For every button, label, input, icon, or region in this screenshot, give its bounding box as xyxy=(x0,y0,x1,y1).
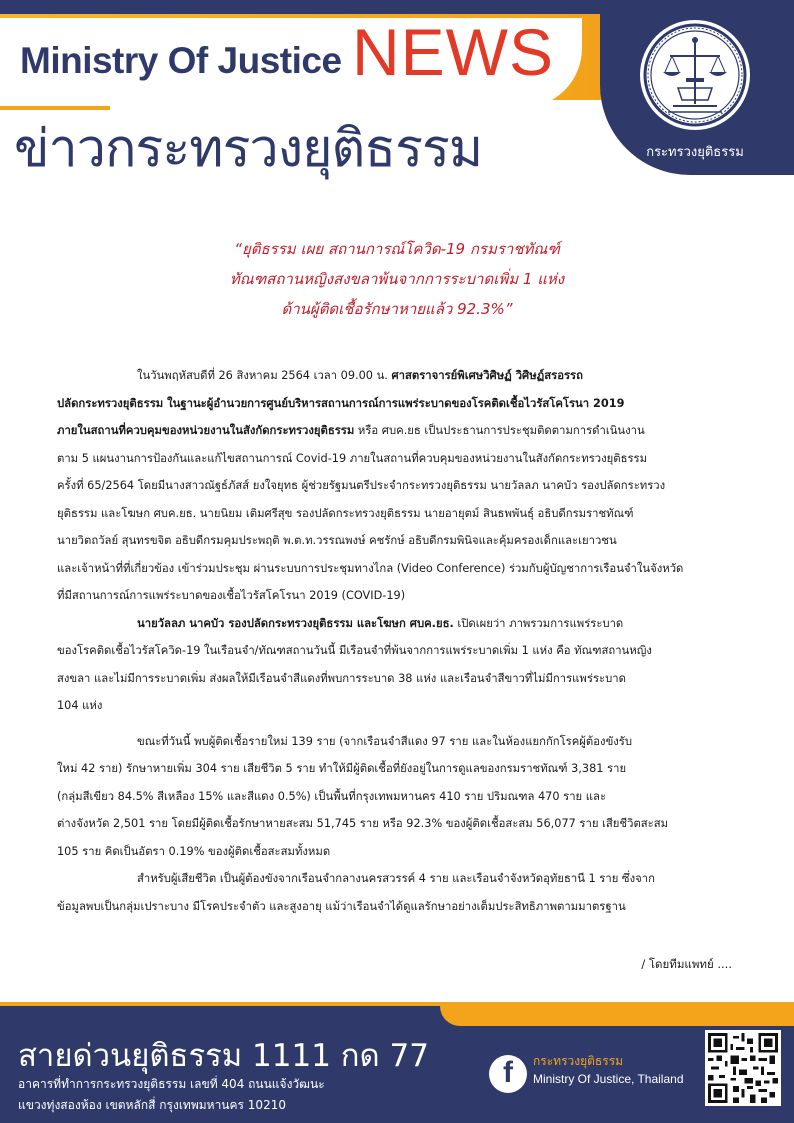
headline-line: ทัณฑสถานหญิงสงขลาพ้นจากการระบาดเพิ่ม 1 แห่ง xyxy=(229,270,565,288)
headline-line: ด้านผู้ติดเชื้อรักษาหายแล้ว 92.3%” xyxy=(281,300,513,318)
paragraph-line xyxy=(57,362,735,390)
facebook-page-name-en[interactable]: Ministry Of Justice, Thailand xyxy=(533,1072,684,1086)
footer-address xyxy=(18,1074,325,1116)
paragraph-line: 105 ราย คิดเป็นอัตรา 0.19% ของผู้ติดเชื้อสะสมทั้งหมด xyxy=(57,844,331,858)
paragraph-line: นายวิตถวัลย์ สุนทรขจิต อธิบดีกรมคุมประพฤติ พ.ต.ท.วรรณพงษ์ คชรักษ์ อธิบดีกรมพินิจและคุ้มครองเด็กและเยาวชน xyxy=(57,534,617,547)
paragraph-line: สงขลา และไม่มีการระบาดเพิ่ม ส่งผลให้มีเรือนจำสีแดงที่พบการระบาด 38 แห่ง และเรือนจำสีขาวที่ไม่มีการแพร่ระบาด xyxy=(57,671,626,685)
article-body xyxy=(57,362,735,920)
footer-gold-accent xyxy=(440,1006,794,1026)
text-run: ในวันพฤหัสบดีที่ 26 สิงหาคม 2564 เวลา 09.00 น. xyxy=(137,369,392,382)
paragraph-line: สำหรับผู้เสียชีวิต เป็นผู้ต้องขังจากเรือนจำกลางนครสวรรค์ 4 ราย และเรือนจำจังหวัดอุทัยธานี 1 ราย ซึ่งจาก xyxy=(137,872,655,885)
ministry-seal-icon xyxy=(638,18,752,132)
paragraph-line: ครั้งที่ 65/2564 โดยมีนางสาวณัฐธ์ภัสส์ ยงใจยุทธ ผู้ช่วยรัฐมนตรีประจำกระทรวงยุติธรรม นายวัลลภ นาคบัว รองปลัดกระทรวง xyxy=(57,479,666,492)
paragraph-line xyxy=(57,390,735,418)
address-line: แขวงทุ่งสองห้อง เขตหลักสี่ กรุงเทพมหานคร 10210 xyxy=(18,1098,286,1112)
facebook-page-name-th[interactable]: กระทรวงยุติธรรม xyxy=(533,1054,624,1068)
paragraph-gap xyxy=(57,720,735,728)
paragraph-line: ขณะที่วันนี้ พบผู้ติดเชื้อรายใหม่ 139 ราย (จากเรือนจำสีแดง 97 ราย และในห้องแยกกักโรคผู้ต้องขังรับ xyxy=(137,734,633,748)
paragraph-line: ข้อมูลพบเป็นกลุ่มเปราะบาง มีโรคประจำตัว และสูงอายุ แม้ว่าเรือนจำได้ดูแลรักษาอย่างเต็มประสิทธิภาพตามมาตรฐาน xyxy=(57,899,626,913)
paragraph-line: ต่างจังหวัด 2,501 ราย โดยมีผู้ติดเชื้อรักษาหายสะสม 51,745 ราย หรือ 92.3% ของผู้ติดเชื้อสะสม 56,077 ราย เสียชีวิตสะสม xyxy=(57,817,669,830)
official-title: ภายในสถานที่ควบคุมของหน่วยงานในสังกัดกระทรวงยุติธรรม xyxy=(57,424,355,437)
official-name: นายวัลลภ นาคบัว รองปลัดกระทรวงยุติธรรม และโฆษก ศบค.ยธ. xyxy=(137,616,454,630)
headline-line: “ยุติธรรม เผย สถานการณ์โควิด-19 กรมราชทัณฑ์ xyxy=(234,240,560,258)
official-title: ปลัดกระทรวงยุติธรรม ในฐานะผู้อำนวยการศูนย์บริหารสถานการณ์การแพร่ระบาดของโรคติดเชื้อไวรัสโคโรนา 2019 xyxy=(57,396,625,410)
paragraph-line: ของโรคติดเชื้อไวรัสโควิด-19 ในเรือนจำ/ทัณฑสถานวันนี้ มีเรือนจำที่พ้นจากการแพร่ระบาดเพิ่ม 1 แห่ง คือ ทัณฑสถานหญิง xyxy=(57,644,652,657)
address-line: อาคารที่ทำการกระทรวงยุติธรรม เลขที่ 404 ถนนแจ้งวัฒนะ xyxy=(18,1077,325,1091)
masthead-news: NEWS xyxy=(352,15,554,89)
paragraph-line: 104 แห่ง xyxy=(57,699,103,712)
headline xyxy=(0,234,794,324)
article-signoff: / โดยทีมแพทย์ .... xyxy=(641,957,732,971)
paragraph-line: ใหม่ 42 ราย) รักษาหายเพิ่ม 304 ราย เสียชีวิต 5 ราย ทำให้มีผู้ติดเชื้อที่ยังอยู่ในการดูแลของกรมราชทัณฑ์ 3,381 ราย xyxy=(57,762,627,775)
text-run: หรือ ศบค.ยธ เป็นประธานการประชุมติดตามการดำเนินงาน xyxy=(354,424,645,437)
masthead-title-en: Ministry Of Justice xyxy=(20,40,342,81)
paragraph-line: (กลุ่มสีเขียว 84.5% สีเหลือง 15% และสีแดง 0.5%) เป็นพื้นที่กรุงเทพมหานคร 410 ราย ปริมณฑล 470 ราย และ xyxy=(57,789,607,803)
paragraph-line xyxy=(57,417,735,445)
masthead-title-th: ข่าวกระทรวงยุติธรรม xyxy=(14,119,483,179)
paragraph-line: ที่มีสถานการณ์การแพร่ระบาดของเชื้อไวรัสโคโรนา 2019 (COVID-19) xyxy=(57,589,406,602)
qr-code-icon[interactable] xyxy=(705,1030,781,1106)
paragraph-line: และเจ้าหน้าที่ที่เกี่ยวข้อง เข้าร่วมประชุม ผ่านระบบการประชุมทางไกล (Video Conference) ร่วมกับผู้บัญชาการเรือนจำในจังหวัด xyxy=(57,561,684,575)
facebook-glyph: f xyxy=(503,1056,513,1089)
paragraph-line: ยุติธรรม และโฆษก ศบค.ยธ. นายนิยม เติมศรีสุข รองปลัดกระทรวงยุติธรรม นายอายุตม์ สินธพพันธุ์ อธิบดีกรมราชทัณฑ์ xyxy=(57,506,634,520)
hotline-text: สายด่วนยุติธรรม 1111 กด 77 xyxy=(18,1038,429,1074)
facebook-icon[interactable] xyxy=(489,1055,527,1093)
official-name: ศาสตราจารย์พิเศษวิศิษฏ์ วิศิษฏ์สรอรรถ xyxy=(391,369,583,382)
paragraph-line xyxy=(57,610,735,638)
seal-caption: กระทรวงยุติธรรม xyxy=(646,145,744,160)
text-run: เปิดเผยว่า ภาพรวมการแพร่ระบาด xyxy=(453,616,624,630)
paragraph-line: ตาม 5 แผนงานการป้องกันและแก้ไขสถานการณ์ Covid-19 ภายในสถานที่ควบคุมของหน่วยงานในสังกัดกระทรวงยุติธรรม xyxy=(57,451,648,465)
